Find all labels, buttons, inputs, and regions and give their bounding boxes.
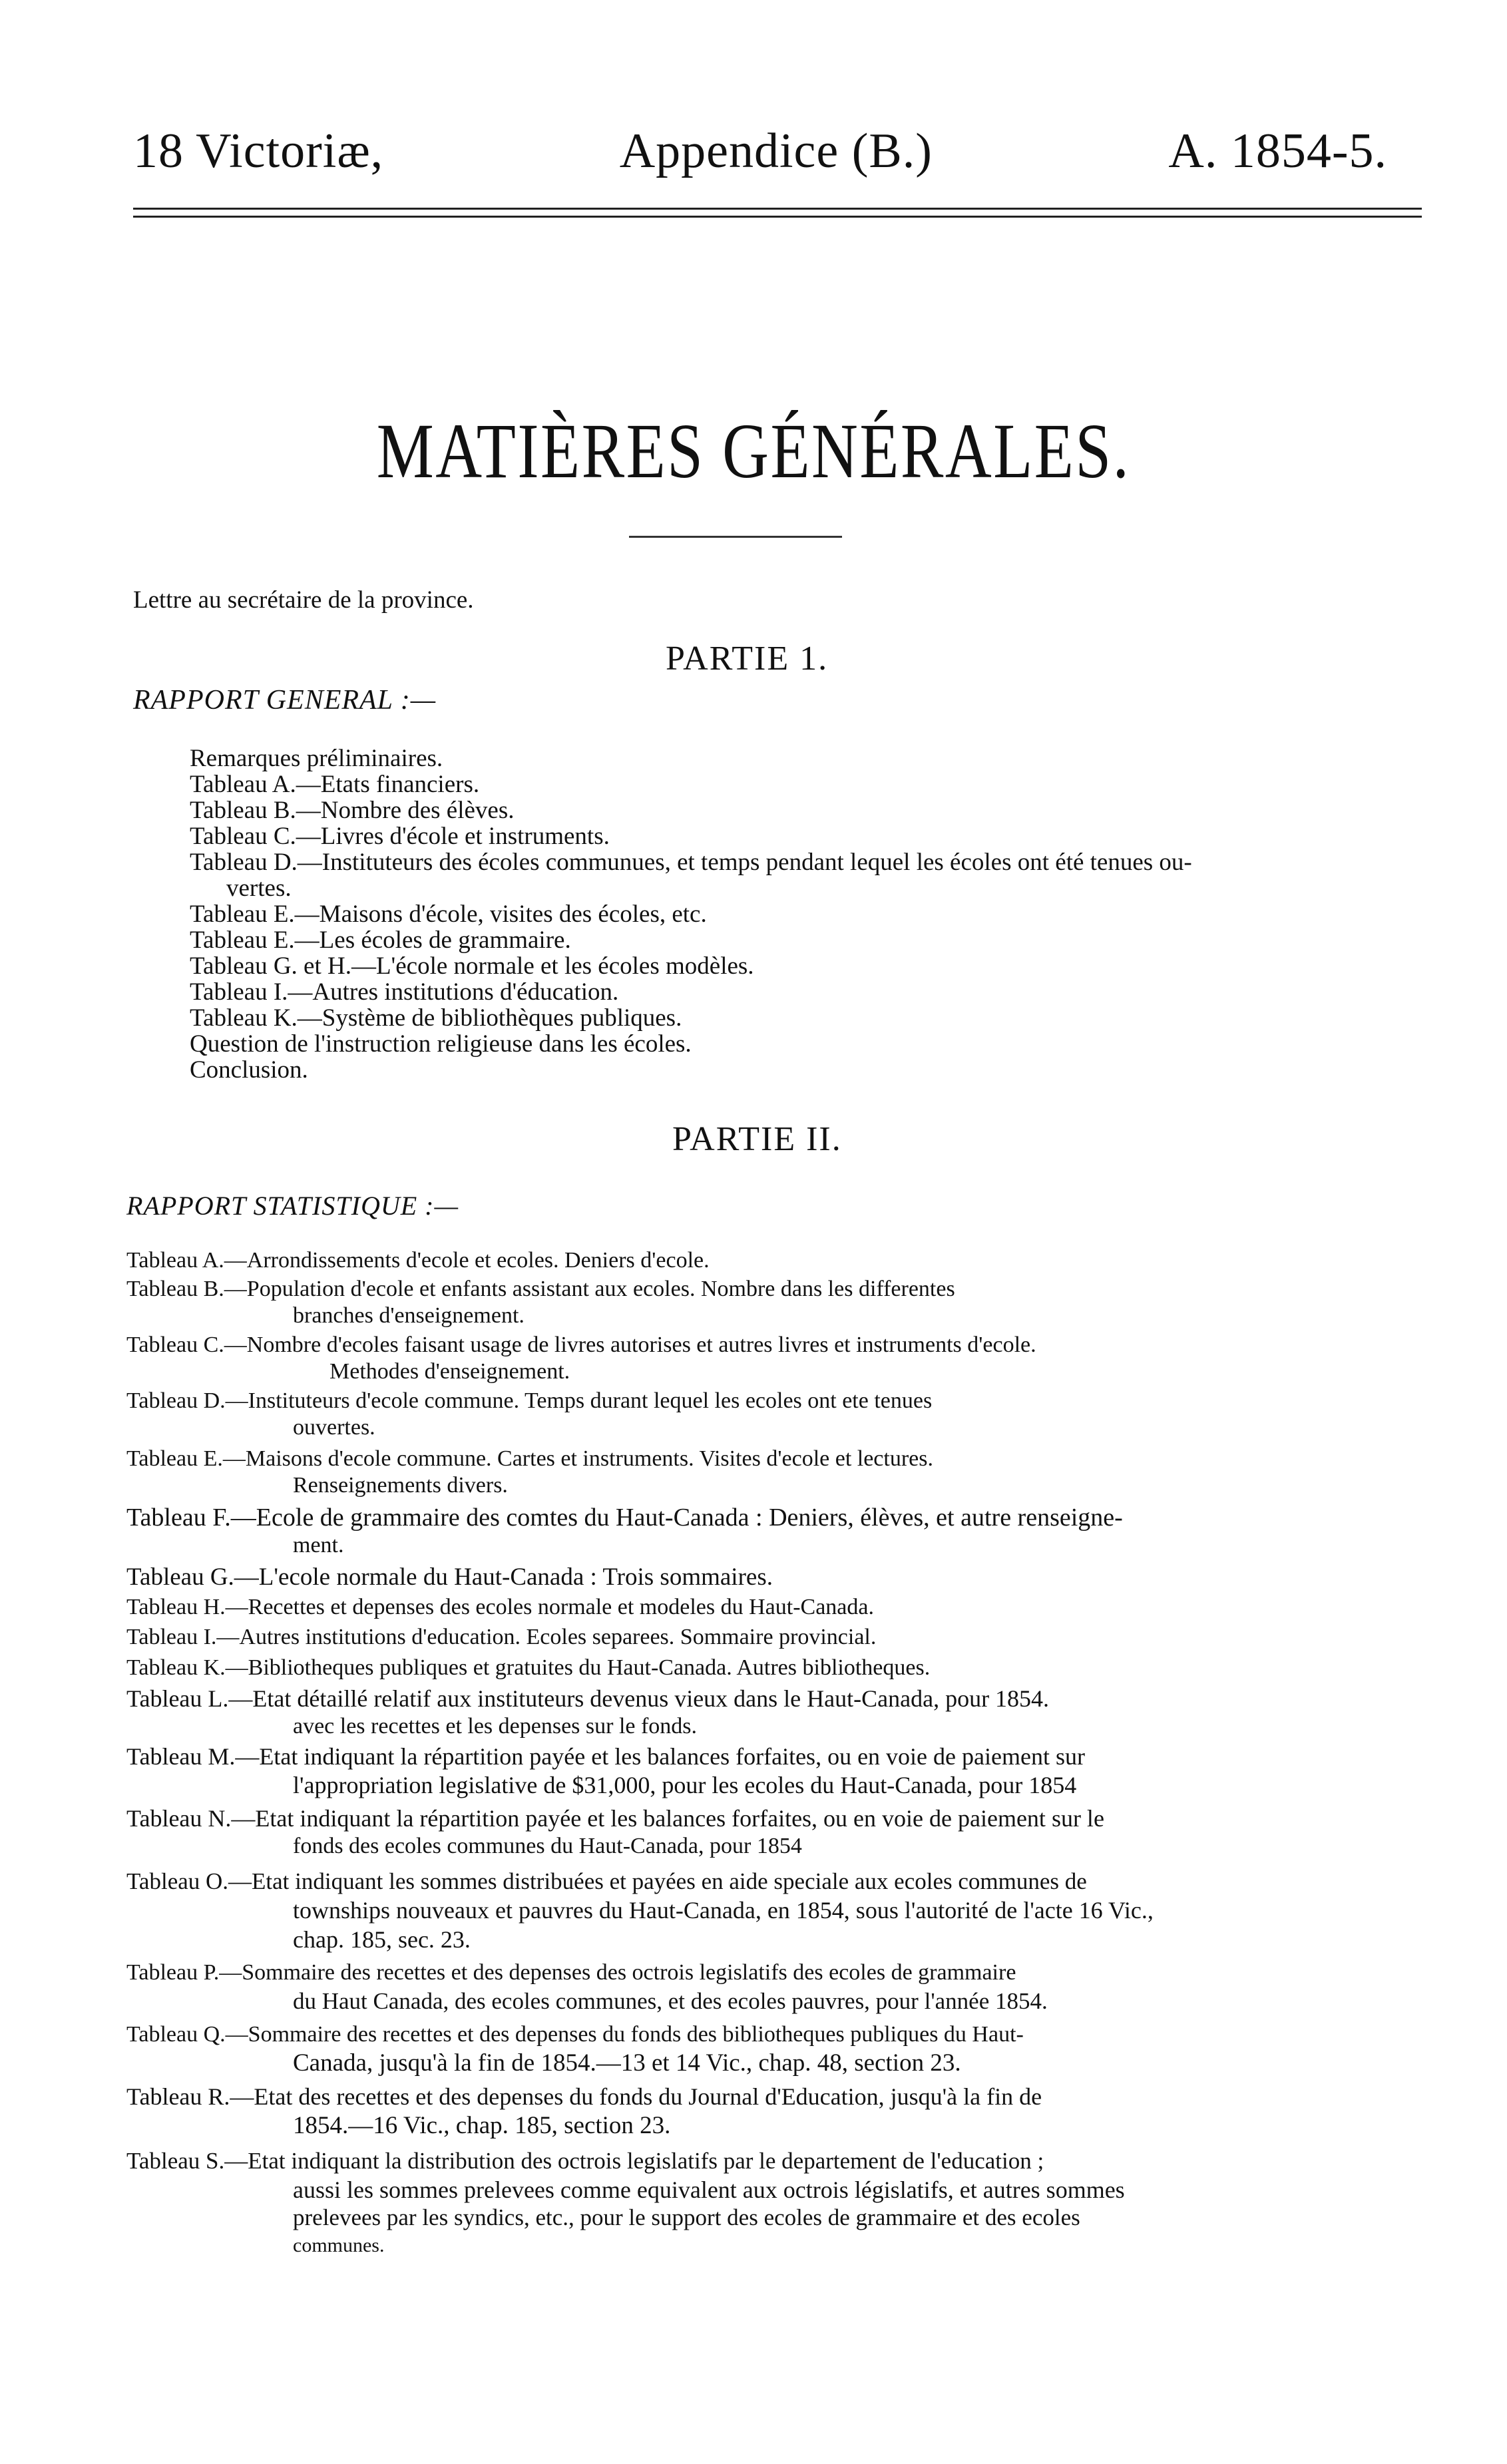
part2-item: Tableau S.—Etat indiquant la distribution des octrois legislatifs par le departement de l'education ; xyxy=(126,2148,1044,2174)
part2-item: Tableau Q.—Sommaire des recettes et des depenses du fonds des bibliotheques publiques du Haut- xyxy=(126,2022,1024,2047)
part2-item: Tableau N.—Etat indiquant la répartition payée et les balances forfaites, ou en voie de paiement sur le xyxy=(126,1805,1104,1832)
part2-item-continuation: Canada, jusqu'à la fin de 1854.—13 et 14 Vic., chap. 48, section 23. xyxy=(293,2049,961,2077)
part2-item-continuation: avec les recettes et les depenses sur le fonds. xyxy=(293,1714,698,1739)
part2-item: Tableau A.—Arrondissements d'ecole et ecoles. Deniers d'ecole. xyxy=(126,1248,710,1273)
part1-item: Remarques préliminaires. xyxy=(190,745,443,772)
header-session: 18 Victoriæ, xyxy=(133,124,384,178)
part2-item: Tableau O.—Etat indiquant les sommes distribuées et payées en aide speciale aux ecoles communes de xyxy=(126,1868,1087,1894)
part2-item: Tableau F.—Ecole de grammaire des comtes du Haut-Canada : Deniers, élèves, et autre renseigne- xyxy=(126,1504,1123,1532)
part2-item: Tableau R.—Etat des recettes et des depenses du fonds du Journal d'Education, jusqu'à la fin de xyxy=(126,2083,1042,2110)
letter-line: Lettre au secrétaire de la province. xyxy=(133,586,474,614)
part2-item: Tableau E.—Maisons d'ecole commune. Cartes et instruments. Visites d'ecole et lectures. xyxy=(126,1446,933,1471)
part2-item: Tableau H.—Recettes et depenses des ecoles normale et modeles du Haut-Canada. xyxy=(126,1595,874,1619)
part2-item: Tableau K.—Bibliotheques publiques et gratuites du Haut-Canada. Autres bibliotheques. xyxy=(126,1655,931,1680)
part1-item: Tableau A.—Etats financiers. xyxy=(190,771,480,798)
part2-item-continuation: ment. xyxy=(293,1533,344,1557)
part1-heading: PARTIE 1. xyxy=(666,640,829,678)
part2-item: Tableau C.—Nombre d'ecoles faisant usage de livres autorises et autres livres et instruments d'ecole. xyxy=(126,1333,1036,1357)
part1-item: Tableau K.—Système de bibliothèques publiques. xyxy=(190,1004,682,1032)
part2-item-continuation: branches d'enseignement. xyxy=(293,1303,525,1328)
part2-item-continuation: townships nouveaux et pauvres du Haut-Canada, en 1854, sous l'autorité de l'acte 16 Vic., xyxy=(293,1897,1154,1924)
part1-item: Tableau G. et H.—L'école normale et les écoles modèles. xyxy=(190,952,754,980)
header-year: A. 1854-5. xyxy=(1168,124,1387,178)
part2-item-continuation: communes. xyxy=(293,2234,385,2256)
part2-item-continuation: l'appropriation legislative de $31,000, pour les ecoles du Haut-Canada, pour 1854 xyxy=(293,1772,1077,1798)
part1-item: Tableau B.—Nombre des élèves. xyxy=(190,797,515,824)
part1-item: Tableau D.—Instituteurs des écoles communues, et temps pendant lequel les écoles ont été tenues ou- xyxy=(190,849,1192,876)
part1-item: Tableau I.—Autres institutions d'éducation. xyxy=(190,978,619,1006)
part2-section-title: RAPPORT STATISTIQUE :— xyxy=(126,1191,459,1221)
part1-item: Question de l'instruction religieuse dans les écoles. xyxy=(190,1030,692,1058)
part1-item: Tableau E.—Les écoles de grammaire. xyxy=(190,926,571,954)
header-double-rule xyxy=(133,208,1422,218)
part2-heading: PARTIE II. xyxy=(672,1120,842,1158)
part1-item: Tableau E.—Maisons d'école, visites des écoles, etc. xyxy=(190,901,707,928)
part2-item-continuation: chap. 185, sec. 23. xyxy=(293,1926,471,1953)
part2-item-continuation: du Haut Canada, des ecoles communes, et des ecoles pauvres, pour l'année 1854. xyxy=(293,1988,1048,2014)
part2-item: Tableau G.—L'ecole normale du Haut-Canada : Trois sommaires. xyxy=(126,1563,773,1591)
part2-item-continuation: aussi les sommes prelevees comme equivalent aux octrois législatifs, et autres sommes xyxy=(293,2176,1125,2203)
part2-item-continuation: fonds des ecoles communes du Haut-Canada, pour 1854 xyxy=(293,1834,802,1858)
part2-item: Tableau B.—Population d'ecole et enfants assistant aux ecoles. Nombre dans les differentes xyxy=(126,1277,955,1301)
page-header xyxy=(133,123,1387,180)
part1-section-title: RAPPORT GENERAL :— xyxy=(133,685,437,716)
part2-item: Tableau D.—Instituteurs d'ecole commune. Temps durant lequel les ecoles ont ete tenues xyxy=(126,1388,933,1413)
part2-item-continuation: Methodes d'enseignement. xyxy=(329,1359,570,1384)
part1-item-continuation: vertes. xyxy=(226,875,292,902)
title-divider xyxy=(629,536,842,538)
part1-item: Conclusion. xyxy=(190,1056,308,1084)
part2-item-continuation: Renseignements divers. xyxy=(293,1473,508,1498)
part2-item: Tableau L.—Etat détaillé relatif aux instituteurs devenus vieux dans le Haut-Canada, pour 1854. xyxy=(126,1685,1050,1712)
part2-item: Tableau I.—Autres institutions d'education. Ecoles separees. Sommaire provincial. xyxy=(126,1625,877,1649)
part2-item: Tableau M.—Etat indiquant la répartition payée et les balances forfaites, ou en voie de paiement sur xyxy=(126,1743,1085,1770)
part2-item: Tableau P.—Sommaire des recettes et des depenses des octrois legislatifs des ecoles de grammaire xyxy=(126,1960,1016,1985)
header-appendix: Appendice (B.) xyxy=(619,124,933,178)
part2-item-continuation: 1854.—16 Vic., chap. 185, section 23. xyxy=(293,2112,671,2139)
part1-item: Tableau C.—Livres d'école et instruments. xyxy=(190,823,610,850)
part2-item-continuation: prelevees par les syndics, etc., pour le support des ecoles de grammaire et des ecoles xyxy=(293,2204,1080,2230)
page-title: MATIÈRES GÉNÉRALES. xyxy=(376,407,1131,495)
part2-item-continuation: ouvertes. xyxy=(293,1415,375,1440)
